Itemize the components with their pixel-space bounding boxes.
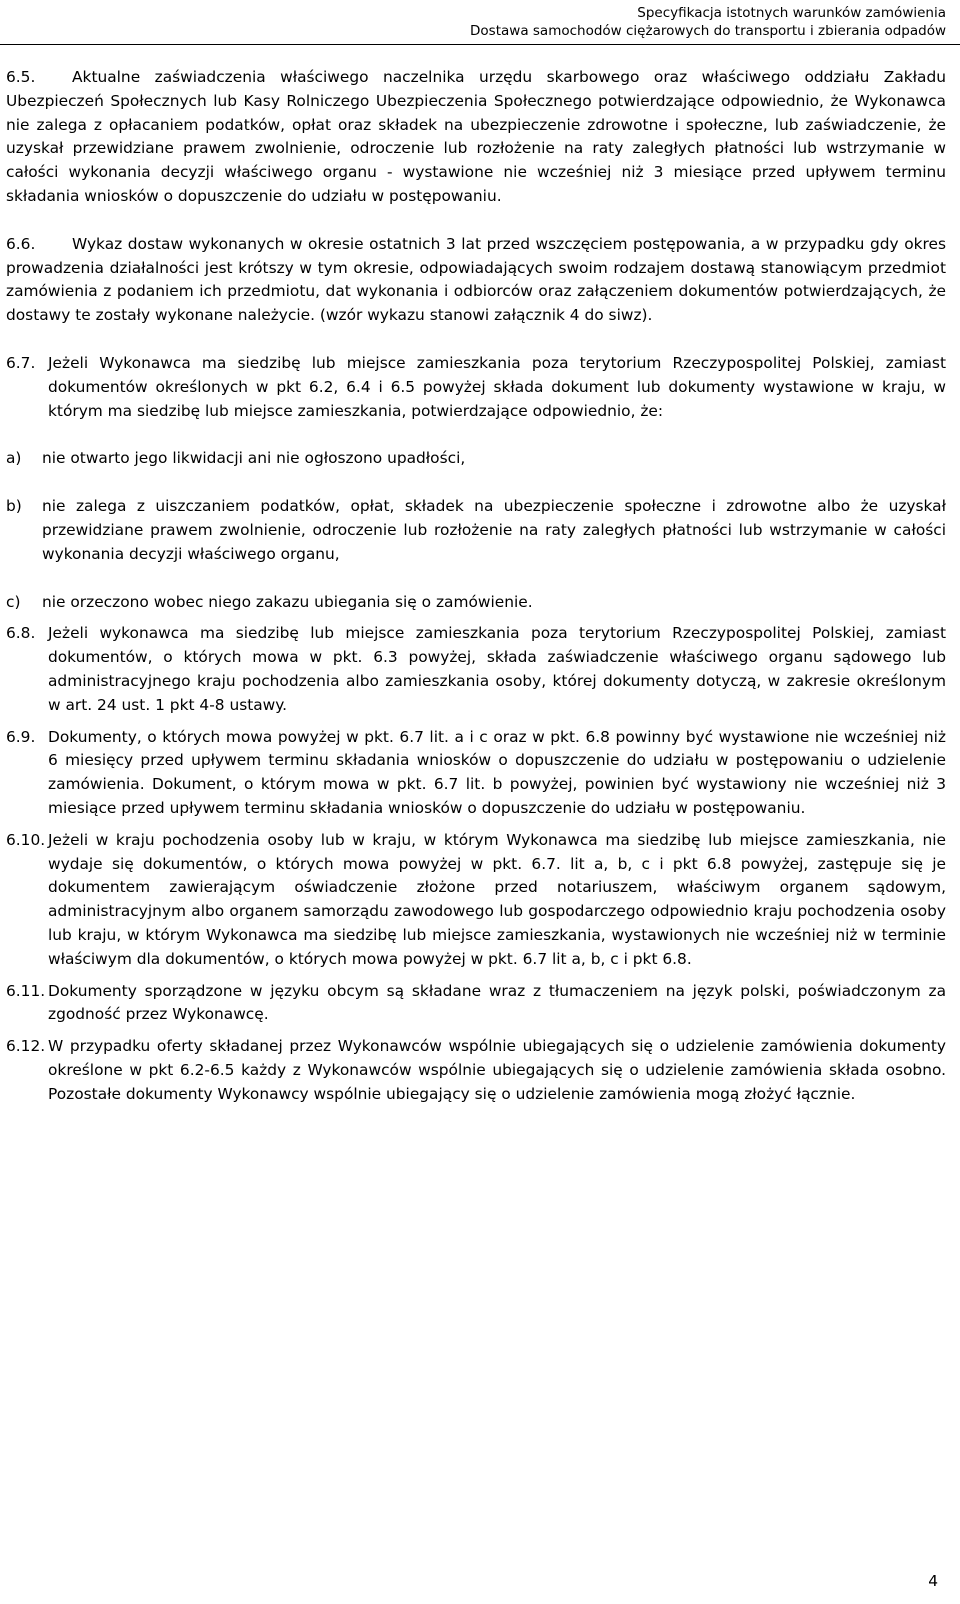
section-number: 6.12. xyxy=(6,1037,46,1056)
list-item xyxy=(6,495,946,566)
section-6-12 xyxy=(6,1035,946,1106)
item-label: a) xyxy=(6,449,22,468)
section-text: Dokumenty, o których mowa powyżej w pkt. 6.7 lit. a i c oraz w pkt. 6.8 powinny być wystawione nie wcześniej niż 6 miesięcy przed upływem terminu składania wniosków o dopuszczenie do udziału w postępowaniu o udzielenie zamówienia. Dokument, o którym mowa w pkt. 6.7 lit. b powyżej, powinien być wystawiony nie wcześniej niż 3 miesiące przed upływem terminu składania wniosków o dopuszczenie do udziału w postępowaniu. xyxy=(48,727,946,817)
item-text: nie otwarto jego likwidacji ani nie ogłoszono upadłości, xyxy=(42,449,466,468)
section-text: W przypadku oferty składanej przez Wykonawców wspólnie ubiegających się o udzielenie zamówienia dokumenty określone w pkt 6.2-6.5 każdy z Wykonawców wspólnie ubiegających się o udzielenie zamówienia składa osobno. Pozostałe dokumenty Wykonawcy wspólnie ubiegający się o udzielenie zamówienia mogą złożyć łącznie. xyxy=(48,1037,946,1103)
document-body xyxy=(6,66,946,1106)
section-text: Jeżeli wykonawca ma siedzibę lub miejsce zamieszkania poza terytorium Rzeczypospolitej Polskiej, zamiast dokumentów, o których mowa w pkt. 6.3 powyżej, składa zaświadczenie właściwego organu sądowego lub administracyjnego kraju pochodzenia albo zamieszkania osoby, której dokumenty dotyczą, w zakresie określonym w art. 24 ust. 1 pkt 4-8 ustawy. xyxy=(48,624,946,714)
header-divider xyxy=(0,44,960,45)
section-number: 6.6. xyxy=(6,234,36,253)
section-6-11 xyxy=(6,980,946,1028)
section-text: Wykaz dostaw wykonanych w okresie ostatnich 3 lat przed wszczęciem postępowania, a w przypadku gdy okres prowadzenia działalności jest krótszy w tym okresie, odpowiadających swoim rodzajem dostawą stanowiącym przedmiot zamówienia z podaniem ich przedmiotu, dat wykonania i odbiorców oraz załączeniem dokumentów potwierdzających, że dostawy te zostały wykonane należycie. (wzór wykazu stanowi załącznik 4 do siwz). xyxy=(6,234,946,325)
item-text: nie orzeczono wobec niego zakazu ubiegania się o zamówienie. xyxy=(42,592,533,611)
section-6-8 xyxy=(6,622,946,717)
item-text: nie zalega z uiszczaniem podatków, opłat, składek na ubezpieczenie społeczne i zdrowotne albo że uzyskał przewidziane prawem zwolnienie, odroczenie lub rozłożenie na raty zaległych płatności lub wstrzymanie w całości wykonania decyzji właściwego organu, xyxy=(42,497,946,563)
list-item xyxy=(6,591,946,615)
section-6-10 xyxy=(6,829,946,972)
item-label: c) xyxy=(6,592,21,611)
header-subtitle: Dostawa samochodów ciężarowych do transportu i zbierania odpadów xyxy=(470,23,946,39)
section-text: Jeżeli w kraju pochodzenia osoby lub w kraju, w którym Wykonawca ma siedzibę lub miejsce zamieszkania, nie wydaje się dokumentów, o których mowa powyżej w pkt. 6.7. lit a, b, c i pkt 6.8 powyżej, zastępuje się je dokumentem zawierającym oświadczenie złożone przed notariuszem, właściwym organem sądowym, administracyjnym albo organem samorządu zawodowego lub gospodarczego odpowiednio kraju pochodzenia osoby lub kraju, w którym Wykonawca ma siedzibę lub miejsce zamieszkania, wystawionych nie wcześniej niż w terminie właściwym dla dokumentów, o których mowa powyżej w pkt. 6.7 lit a, b, c i pkt 6.8. xyxy=(48,830,946,968)
document-header xyxy=(470,4,946,40)
section-6-5 xyxy=(6,66,946,209)
list-item xyxy=(6,447,946,471)
section-6-9 xyxy=(6,726,946,821)
item-label: b) xyxy=(6,497,22,516)
item-list xyxy=(6,447,946,614)
section-6-6 xyxy=(6,233,946,328)
section-number: 6.7. xyxy=(6,353,36,372)
section-number: 6.10. xyxy=(6,830,46,849)
header-title: Specyfikacja istotnych warunków zamówienia xyxy=(637,5,946,21)
section-number: 6.9. xyxy=(6,727,36,746)
section-text: Jeżeli Wykonawca ma siedzibę lub miejsce zamieszkania poza terytorium Rzeczypospolitej Polskiej, zamiast dokumentów określonych w pkt 6.2, 6.4 i 6.5 powyżej składa dokument lub dokumenty wystawione w kraju, w którym ma siedzibę lub miejsce zamieszkania, potwierdzające odpowiednio, że: xyxy=(48,353,946,420)
section-6-7 xyxy=(6,352,946,614)
section-number: 6.11. xyxy=(6,981,46,1000)
section-text: Dokumenty sporządzone w języku obcym są składane wraz z tłumaczeniem na język polski, poświadczonym za zgodność przez Wykonawcę. xyxy=(48,981,946,1024)
section-number: 6.5. xyxy=(6,68,36,86)
section-number: 6.8. xyxy=(6,624,36,643)
page-number: 4 xyxy=(928,1572,938,1590)
section-text: Aktualne zaświadczenia właściwego naczelnika urzędu skarbowego oraz właściwego oddziału Zakładu Ubezpieczeń Społecznych lub Kasy Rolniczego Ubezpieczenia Społecznego potwierdzające odpowiednio, że Wykonawca nie zalega z opłacaniem podatków, opłat oraz składek na ubezpieczenie zdrowotne i społeczne, lub zaświadczenie, że uzyskał przewidziane prawem zwolnienie, odroczenie lub rozłożenie na raty zaległych płatności lub wstrzymanie w całości wykonania decyzji właściwego organu - wystawione nie wcześniej niż 3 miesiące przed upływem terminu składania wniosków o dopuszczenie do udziału w postępowaniu. xyxy=(6,68,946,205)
